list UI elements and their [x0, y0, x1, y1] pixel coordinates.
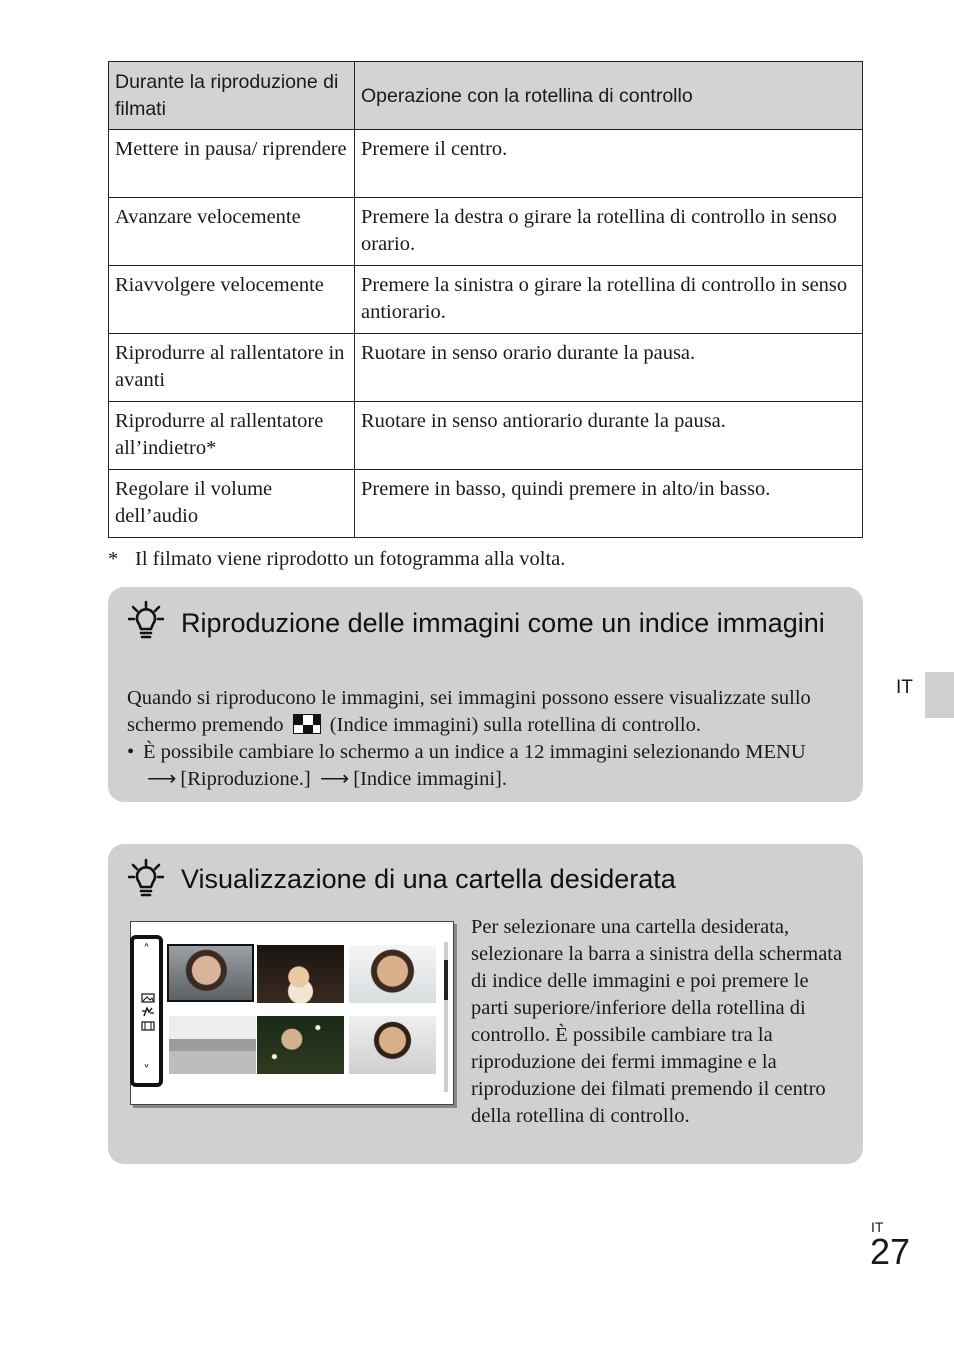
chevron-down-icon: ˅: [143, 1064, 150, 1079]
thumbnail-photo[interactable]: [349, 1016, 436, 1074]
tip-text: (Indice immagini) sulla rotellina di controllo.: [329, 714, 701, 736]
mixed-icon: [141, 1007, 155, 1017]
table-cell: Premere il centro.: [355, 130, 863, 198]
chevron-up-icon: ˄: [143, 943, 150, 958]
header-playback: Durante la riproduzione di filmati: [109, 62, 355, 130]
table-cell: Premere in basso, quindi premere in alto/in basso.: [355, 470, 863, 538]
tip-folder-view: [108, 844, 863, 1164]
table-cell: Riavvolgere velocemente: [109, 266, 355, 334]
arrow-right-icon: ⟶: [147, 768, 177, 790]
tip-text: È possibile cambiare lo schermo a un indice a 12 immagini selezionando MENU: [143, 741, 806, 763]
index-screen-illustration: [130, 921, 454, 1105]
thumbnail-photo[interactable]: [257, 1016, 344, 1074]
page-language: IT: [871, 1219, 884, 1235]
operations-table: [108, 61, 863, 538]
table-header-row: [109, 62, 863, 130]
index-scrollbar[interactable]: [444, 942, 448, 1092]
movie-icon: [141, 1021, 155, 1031]
tip-index-playback: [108, 587, 863, 802]
bullet-mark: •: [127, 741, 135, 763]
tip-text: Quando si riproducono le immagini, sei immagini possono essere visualizzate sullo schermo premendo: [127, 687, 811, 736]
table-cell: Mettere in pausa/ riprendere: [109, 130, 355, 198]
table-row: [109, 130, 863, 198]
folder-select-bar: [130, 935, 163, 1087]
table-cell: Premere la sinistra o girare la rotellina di controllo in senso antiorario.: [355, 266, 863, 334]
tip-text: [Riproduzione.]: [180, 768, 311, 790]
page-number: 27: [870, 1231, 911, 1272]
thumbnail-photo[interactable]: [257, 945, 344, 1003]
tip-title: Visualizzazione di una cartella desiderata: [181, 864, 676, 894]
table-row: [109, 334, 863, 402]
footnote-text: Il filmato viene riprodotto un fotogramma alla volta.: [135, 548, 566, 570]
tip-text: Per selezionare una cartella desiderata, selezionare la barra a sinistra della schermata di indice delle immagini e poi premere le parti superiore/inferiore della rotellina di controllo. È possibile cambiare tra la riproduzione dei fermi immagine e la riproduzione dei filmati premendo il centro della rotellina di controllo.: [471, 916, 843, 1127]
table-cell: Riprodurre al rallentatore all’indietro*: [109, 402, 355, 470]
table-cell: Ruotare in senso orario durante la pausa.: [355, 334, 863, 402]
thumbnail-photo[interactable]: [167, 944, 254, 1002]
arrow-right-icon: ⟶: [319, 768, 350, 790]
footnote-mark: *: [108, 548, 119, 570]
table-cell: Regolare il volume dell’audio: [109, 470, 355, 538]
thumbnail-photo[interactable]: [169, 1016, 256, 1074]
table-cell: Avanzare velocemente: [109, 198, 355, 266]
language-tab-label: IT: [896, 677, 913, 698]
table-row: [109, 402, 863, 470]
table-cell: Riprodurre al rallentatore in avanti: [109, 334, 355, 402]
language-tab-marker: [925, 672, 954, 718]
header-operation: Operazione con la rotellina di controllo: [355, 62, 863, 130]
table-cell: Premere la destra o girare la rotellina di controllo in senso orario.: [355, 198, 863, 266]
thumbnail-photo[interactable]: [349, 945, 436, 1003]
table-row: [109, 470, 863, 538]
index-grid-icon: [293, 714, 321, 734]
tip-body: [127, 685, 847, 793]
tip-paragraph: [127, 685, 847, 739]
table-row: [109, 266, 863, 334]
footnote: [108, 548, 565, 571]
tip-text: [Indice immagini].: [353, 768, 507, 790]
still-image-icon: [141, 993, 155, 1003]
table-row: [109, 198, 863, 266]
tip-title: Riproduzione delle immagini come un indice immagini: [181, 608, 825, 638]
table-cell: Ruotare in senso antiorario durante la pausa.: [355, 402, 863, 470]
scrollbar-knob[interactable]: [444, 960, 448, 1000]
tip-bullet: [127, 739, 847, 793]
